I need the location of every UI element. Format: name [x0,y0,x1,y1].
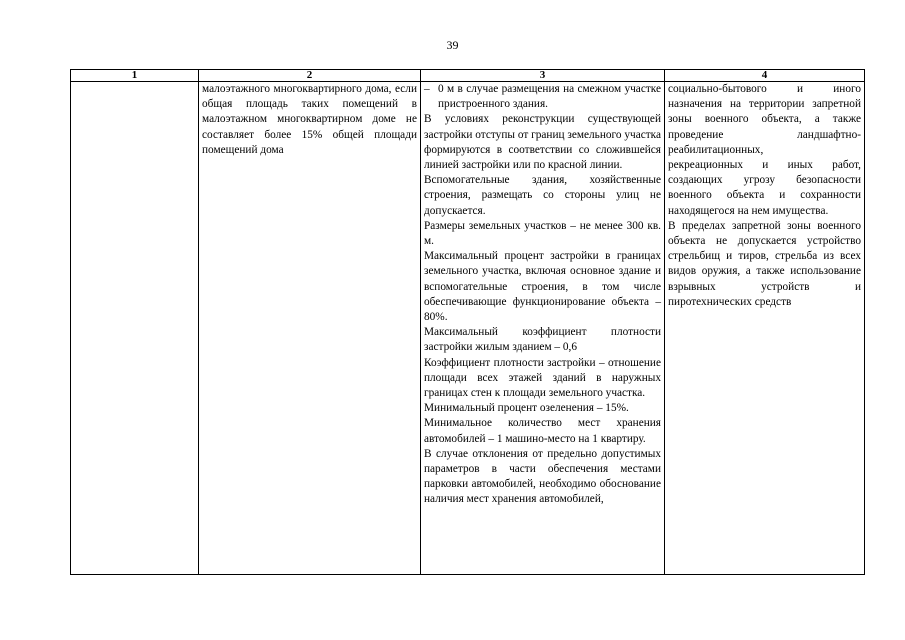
cell-col2 [199,82,421,575]
col3-paragraph: Минимальное количество мест хранения автомобилей – 1 машино-место на 1 квартиру. [424,417,661,445]
table-row [71,82,865,575]
regulations-table [70,69,865,575]
col3-paragraph: Размеры земельных участков – не менее 300 кв. м. [424,219,661,248]
col3-paragraph: Коэффициент плотности застройки – отношение площади всех этажей зданий в наружных границах стен к площади земельного участка. [424,356,661,400]
col3-paragraph: Минимальный процент озеленения – 15%. [424,402,629,415]
col3-paragraph: В условиях реконструкции существующей застройки отступы от границ земельного участка формируются в соответствии со сложившейся линией застройки или по красной линии. [424,113,661,172]
cell-col1 [71,82,199,575]
col3-paragraph: В случае отклонения от предельно допустимых параметров в части обеспечения местами парковки автомобилей, необходимо обоснование наличия мест хранения автомобилей, [424,447,661,506]
column-header-1: 1 [71,70,199,82]
page-number: 39 [446,38,459,52]
dash-item-text: 0 м в случае размещения на смежном участке пристроенного здания. [438,83,661,111]
col3-paragraph: Максимальный коэффициент плотности застройки жилым зданием – 0,6 [424,326,661,354]
cell-col3 [421,82,665,575]
dash-marker: – [424,83,430,95]
table-header-row [71,70,865,82]
col4-paragraph: социально-бытового и иного назначения на территории запретной зоны военного объекта, а также проведение ландшафтно-реабилитационных, [668,83,861,156]
cell-col2-text: малоэтажного многоквартирного дома, если общая площадь таких помещений в малоэтажном многоквартирном доме не составляет более 15% общей площади помещений дома [202,83,417,156]
col3-paragraph: Максимальный процент застройки в границах земельного участка, включая основное здание и вспомогательные строения, в том числе обеспечивающие функционирование объекта – 80%. [424,250,661,324]
col3-paragraph: Вспомогательные здания, хозяйственные строения, размещать со стороны улиц не допускается. [424,174,661,217]
col4-paragraph: В пределах запретной зоны военного объекта не допускается устройство стрельбищ и тиров, стрельба из всех видов оружия, а также использование взрывных устройств и пиротехнических средств [668,219,861,308]
col4-paragraph: рекреационных и иных работ, создающих угрозу безопасности военного объекта и сохранности находящегося на нем имущества. [668,159,861,217]
column-header-3: 3 [421,70,665,82]
column-header-2: 2 [199,70,421,82]
cell-col4 [665,82,865,575]
dash-list-item [424,82,661,112]
column-header-4: 4 [665,70,865,82]
